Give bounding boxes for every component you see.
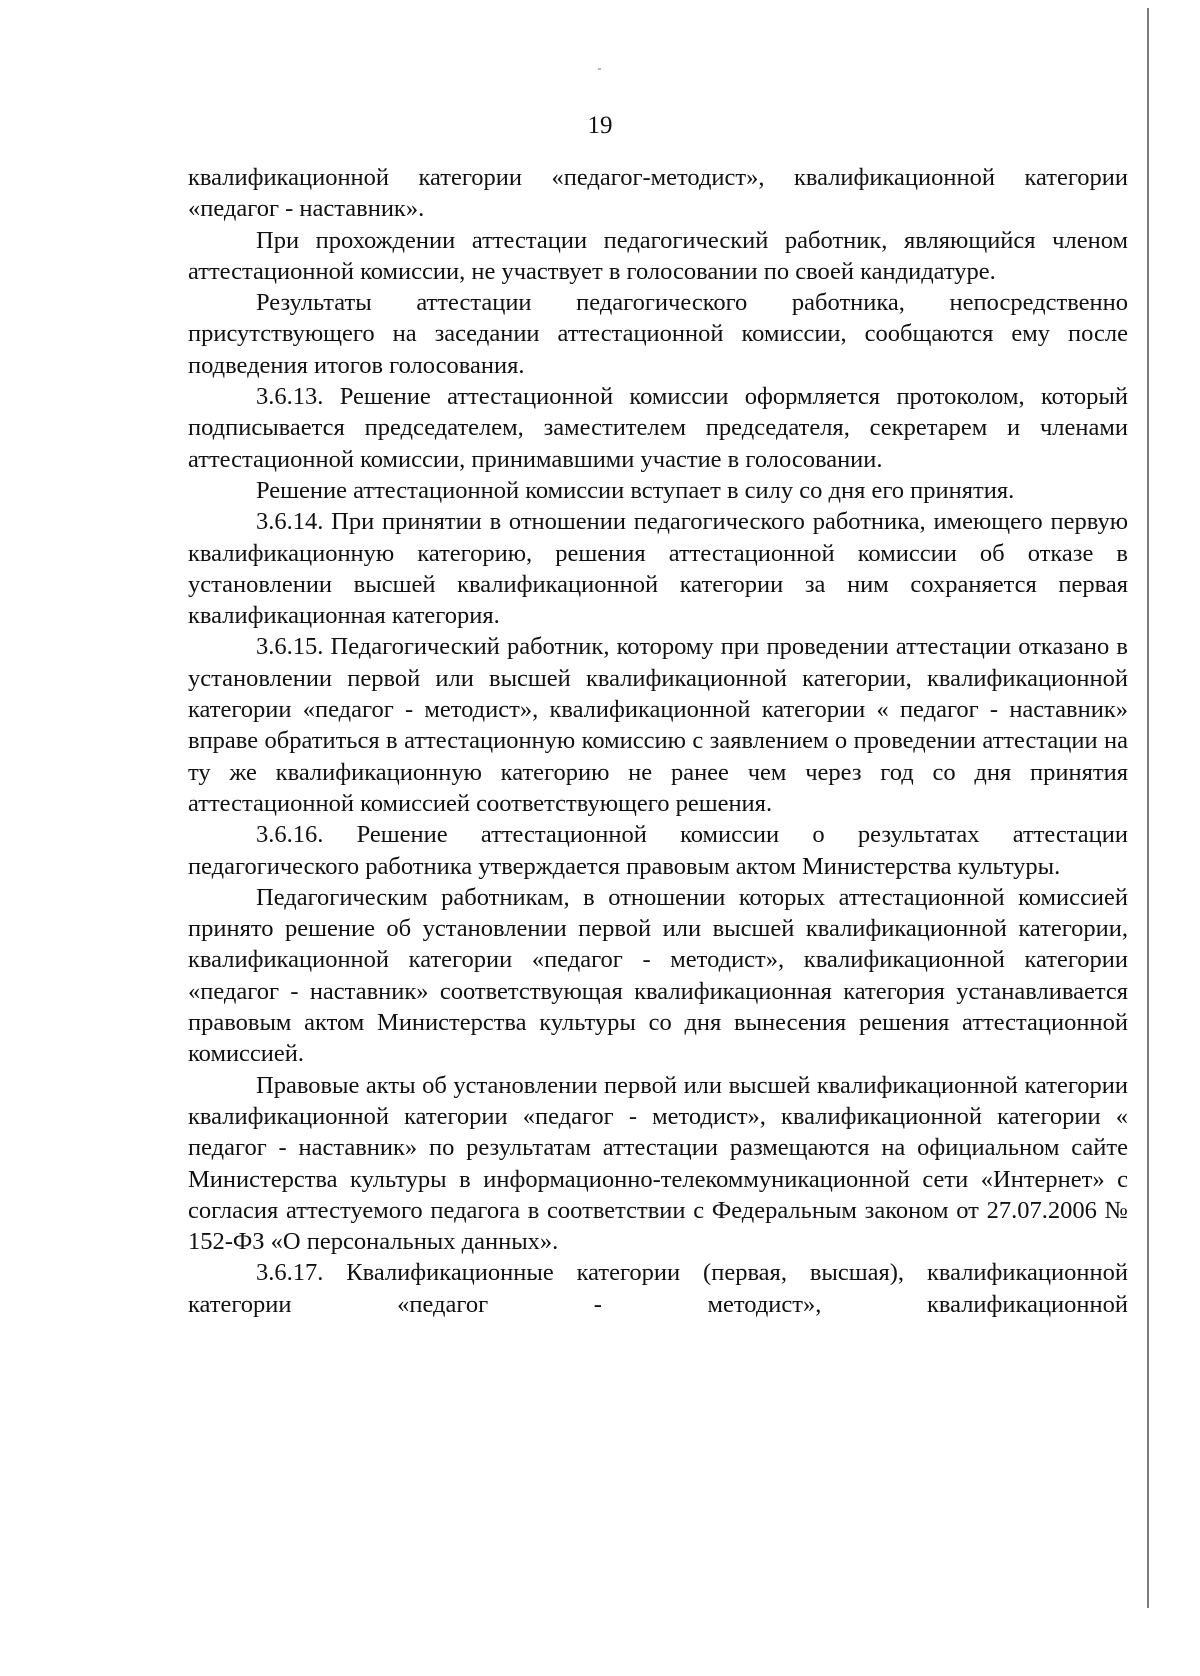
- paragraph-3-6-16: 3.6.16. Решение аттестационной комиссии о результатах аттестации педагогического работника утверждается правовым актом Министерства культуры.: [188, 821, 1128, 880]
- scan-mark: [598, 68, 601, 70]
- page-edge-line: [1147, 8, 1149, 1608]
- page-number: 19: [587, 112, 613, 139]
- paragraph-legal-acts-publication: Правовые акты об установлении первой или высшей квалификационной категории квалификационной категории «педагог - методист», квалификационной категории « педагог - наставник» по результатам аттестации размещаются на официальном сайте Министерства культуры в информационно-телекоммуникационной сети «Интернет» с согласия аттестуемого педагога в соответствии с Федеральным законом от 27.07.2006 № 152-ФЗ «О персональных данных».: [188, 1071, 1128, 1256]
- paragraph-3-6-14: 3.6.14. При принятии в отношении педагогического работника, имеющего первую квалификационную категорию, решения аттестационной комиссии об отказе в установлении высшей квалификационной категории за ним сохраняется первая квалификационная категория.: [188, 508, 1128, 630]
- paragraph-decision-effective: Решение аттестационной комиссии вступает в силу со дня его принятия.: [256, 476, 1015, 504]
- paragraph-3-6-17: 3.6.17. Квалификационные категории (первая, высшая), квалификационной категории «педагог - методист», квалификационной: [188, 1259, 1128, 1318]
- paragraph-member-voting: При прохождении аттестации педагогический работник, являющийся членом аттестационной комиссии, не участвует в голосовании по своей кандидатуре.: [188, 226, 1128, 285]
- document-body: [188, 162, 1128, 1320]
- paragraph-category-assignment: Педагогическим работникам, в отношении которых аттестационной комиссией принято решение об установлении первой или высшей квалификационной категории, квалификационной категории «педагог - методист», квалификационной категории «педагог - наставник» соответствующая квалификационная категория устанавливается правовым актом Министерства культуры со дня вынесения решения аттестационной комиссией.: [188, 883, 1128, 1068]
- paragraph-3-6-15: 3.6.15. Педагогический работник, которому при проведении аттестации отказано в установлении первой или высшей квалификационной категории, квалификационной категории «педагог - методист», квалификационной категории « педагог - наставник» вправе обратиться в аттестационную комиссию с заявлением о проведении аттестации на ту же квалификационную категорию не ранее чем через год со дня принятия аттестационной комиссией соответствующего решения.: [188, 633, 1128, 817]
- paragraph-continuation: квалификационной категории «педагог-методист», квалификационной категории «педагог - наставник».: [188, 164, 1128, 223]
- paragraph-results-notice: Результаты аттестации педагогического работника, непосредственно присутствующего на заседании аттестационной комиссии, сообщаются ему после подведения итогов голосования.: [188, 289, 1128, 379]
- paragraph-3-6-13: 3.6.13. Решение аттестационной комиссии оформляется протоколом, который подписывается председателем, заместителем председателя, секретарем и членами аттестационной комиссии, принимавшими участие в голосовании.: [188, 383, 1128, 473]
